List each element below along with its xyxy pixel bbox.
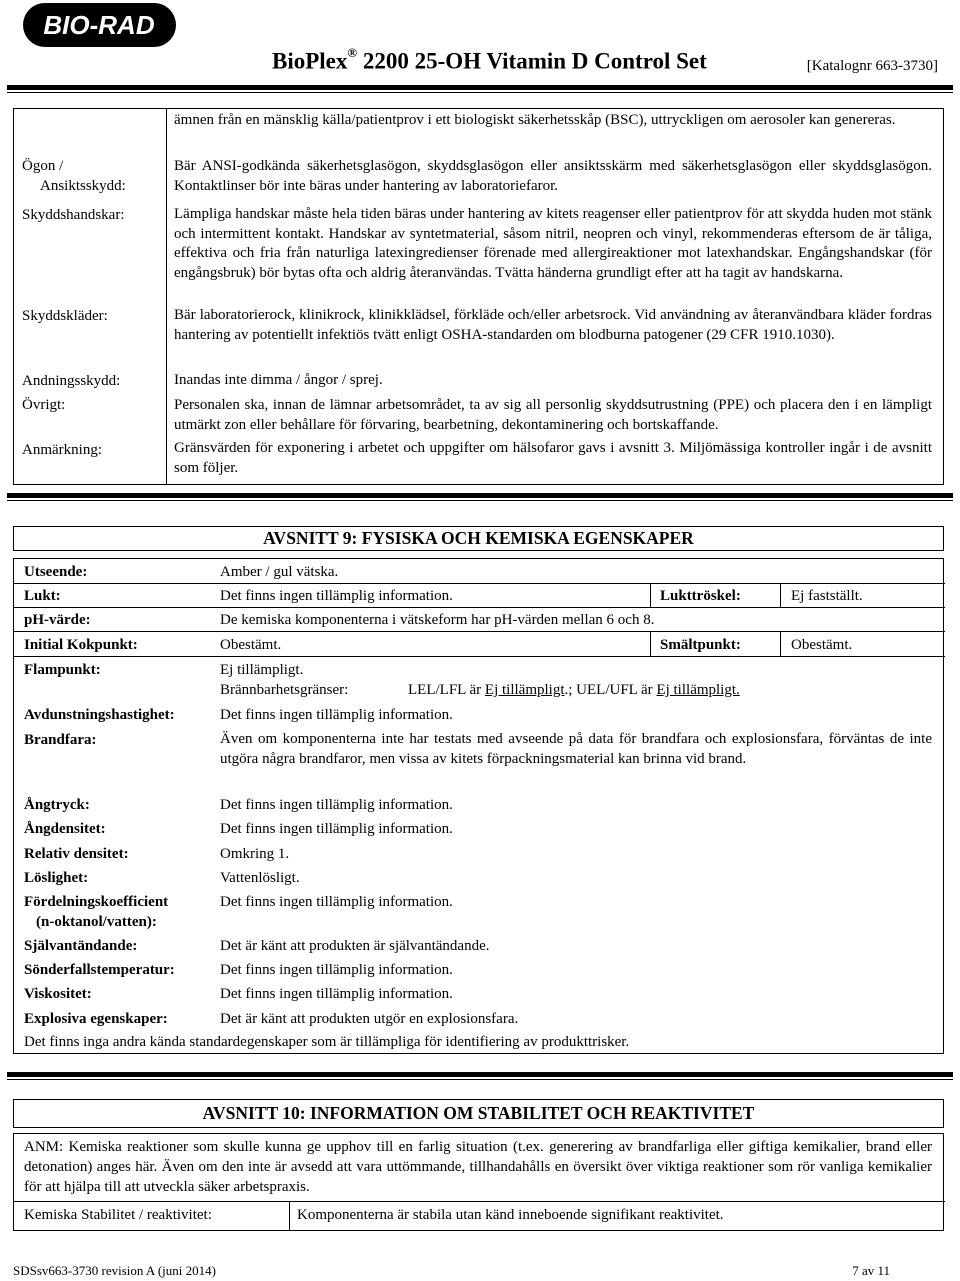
logo-text: BIO-RAD [43,10,155,40]
respiratory-text: Inandas inte dimma / ångor / sprej. [174,372,383,388]
appearance-label: Utseende: [24,564,88,580]
eye-label-1: Ögon / [22,158,64,174]
odor-label: Lukt: [24,588,61,604]
solubility-value: Vattenlösligt. [220,870,300,886]
partition-coefficient-value: Det finns ingen tillämplig information. [220,894,453,910]
col-divider [650,631,651,656]
document-title: BioPlex® 2200 25-OH Vitamin D Control Set [272,45,707,74]
vapor-pressure-value: Det finns ingen tillämplig information. [220,797,453,813]
autoignition-value: Det är känt att produkten är självantändande. [220,938,490,954]
row-divider [14,607,945,608]
decomposition-label: Sönderfallstemperatur: [24,962,175,978]
vapor-density-label: Ångdensitet: [24,821,106,837]
col-divider [780,631,781,656]
header-rule [7,85,953,90]
vapor-density-value: Det finns ingen tillämplig information. [220,821,453,837]
remark-label: Anmärkning: [22,442,102,458]
partition-coefficient-label-1: Fördelningskoefficient [24,894,169,910]
flammability-label: Brännbarhetsgränser: [220,682,349,698]
header-rule-thin [7,92,953,93]
row-divider [14,1201,945,1202]
physical-properties-table [13,558,944,1054]
revision-info: SDSsv663-3730 revision A (juni 2014) [13,1263,216,1278]
odor-threshold-value: Ej fastställt. [791,588,863,604]
page-number: 7 av 11 [852,1263,890,1278]
gloves-label: Skyddshandskar: [22,207,125,223]
ppe-table [13,108,944,485]
autoignition-label: Självantändande: [24,938,138,954]
section-10-heading: AVSNITT 10: INFORMATION OM STABILITET OCH REAKTIVITET [13,1099,944,1128]
section-rule [7,1072,953,1077]
section-rule-thin [7,500,953,501]
viscosity-value: Det finns ingen tillämplig information. [220,986,453,1002]
odor-value: Det finns ingen tillämplig information. [220,588,453,604]
col-divider [780,583,781,607]
explosive-value: Det är känt att produkten utgör en explosionsfara. [220,1011,519,1027]
evaporation-label: Avdunstningshastighet: [24,707,175,723]
clothing-label: Skyddskläder: [22,308,108,324]
remark-text: Gränsvärden för exponering i arbetet och uppgifter om hälsofaror gavs i avsnitt 3. Miljömässiga kontroller ingår i de avsnitt som följer. [174,440,932,476]
stability-label: Kemiska Stabilitet / reaktivitet: [24,1207,212,1223]
relative-density-value: Omkring 1. [220,846,290,862]
stability-table [13,1133,944,1231]
catalog-number: [Katalognr 663-3730] [806,58,938,74]
section-10-note: ANM: Kemiska reaktioner som skulle kunna ge upphov till en farlig situation (t.ex. generering av brandfarliga eller giftiga kemikalier, brand eller detonation) anges här. Även om den inte är avsedd att vara uttömmande, tillhandahålls en översikt över viktiga reaktioner som rör vanliga kemikalier för att hjälpa till att utveckla säker arbetspraxis. [24,1139,932,1195]
flash-point-value: Ej tillämpligt. [220,662,304,678]
viscosity-label: Viskositet: [24,986,92,1002]
ph-label: pH-värde: [24,612,91,628]
stability-value: Komponenterna är stabila utan känd inneboende signifikant reaktivitet. [297,1207,724,1223]
clothing-text: Bär laboratorierock, klinikrock, klinikklädsel, förkläde och/eller arbetsrock. Vid användning av återanvändbara kläder fordras hantering av potentiellt infektiös tvätt enligt OSHA-standarden om blodburna patogener (29 CFR 1910.1030). [174,307,932,343]
evaporation-value: Det finns ingen tillämplig information. [220,707,453,723]
boiling-point-label: Initial Kokpunkt: [24,637,138,653]
vapor-pressure-label: Ångtryck: [24,797,90,813]
odor-threshold-label: Lukttröskel: [660,588,741,604]
ph-value: De kemiska komponenterna i vätskeform har pH-värden mellan 6 och 8. [220,612,655,628]
other-text: Personalen ska, innan de lämnar arbetsområdet, ta av sig all personlig skyddsutrustning (PPE) och placera den i en lämpligt utmärkt zon eller behållare för förvaring, bearbetning, dekontaminering och bortskaffande. [174,397,932,433]
fire-hazard-label: Brandfara: [24,732,97,748]
section-rule-thin [7,1079,953,1080]
col-divider [289,1201,290,1231]
row-divider [14,656,945,657]
solubility-label: Löslighet: [24,870,89,886]
other-label: Övrigt: [22,397,66,413]
eye-label-2: Ansiktsskydd: [40,178,126,194]
gloves-text: Lämpliga handskar måste hela tiden bäras under hantering av kitets reagenser eller patientprov för att skydda huden mot stänk och intermittent kontakt. Handskar av syntetmaterial, såsom nitril, neopren och vinyl, rekommenderas eftersom de är tåliga, effektiva och fria från naturliga latexingredienser förenade med allergireaktioner mot latexhandskar. Engångshandskar (för engångsbruk) bör bytas ofta och aldrig återanvändas. Tvätta händerna grundligt efter att ha tagit av handskarna. [174,206,932,281]
ppe-column-divider [166,109,167,484]
eye-protection-text: Bär ANSI-godkända säkerhetsglasögon, skyddsglasögon eller ansiktsskärm med säkerhetsglasögon eller skyddsglasögon. Kontaktlinser bör inte bäras under hantering av laboratoriefaror. [174,158,932,194]
fire-hazard-value: Även om komponenterna inte har testats med avseende på data för brandfara och explosionsfara, förväntas de inte utgöra några brandfaror, men vissa av kitets förpackningsmaterial kan brinna vid brand. [220,731,932,767]
ppe-intro-text: ämnen från en mänsklig källa/patientprov i ett biologiskt säkerhetsskåp (BSC), uttryckligen om aerosoler kan genereras. [174,112,896,128]
respiratory-label: Andningsskydd: [22,373,121,389]
section-rule [7,493,953,498]
row-divider [14,583,945,584]
bio-rad-logo [22,2,177,48]
section-9-heading: AVSNITT 9: FYSISKA OCH KEMISKA EGENSKAPER [13,526,944,551]
boiling-point-value: Obestämt. [220,637,282,653]
decomposition-value: Det finns ingen tillämplig information. [220,962,453,978]
appearance-value: Amber / gul vätska. [220,564,339,580]
partition-coefficient-label-2: (n-oktanol/vatten): [36,914,157,930]
flammability-limits: LEL/LFL är Ej tillämpligt.; UEL/UFL är Ej tillämpligt. [408,682,740,698]
row-divider [14,631,945,632]
melting-point-value: Obestämt. [791,637,853,653]
explosive-label: Explosiva egenskaper: [24,1011,168,1027]
relative-density-label: Relativ densitet: [24,846,129,862]
col-divider [650,583,651,607]
section-9-note: Det finns inga andra kända standardegenskaper som är tillämpliga för identifiering av produkttrisker. [24,1034,630,1050]
flash-point-label: Flampunkt: [24,662,101,678]
melting-point-label: Smältpunkt: [660,637,741,653]
